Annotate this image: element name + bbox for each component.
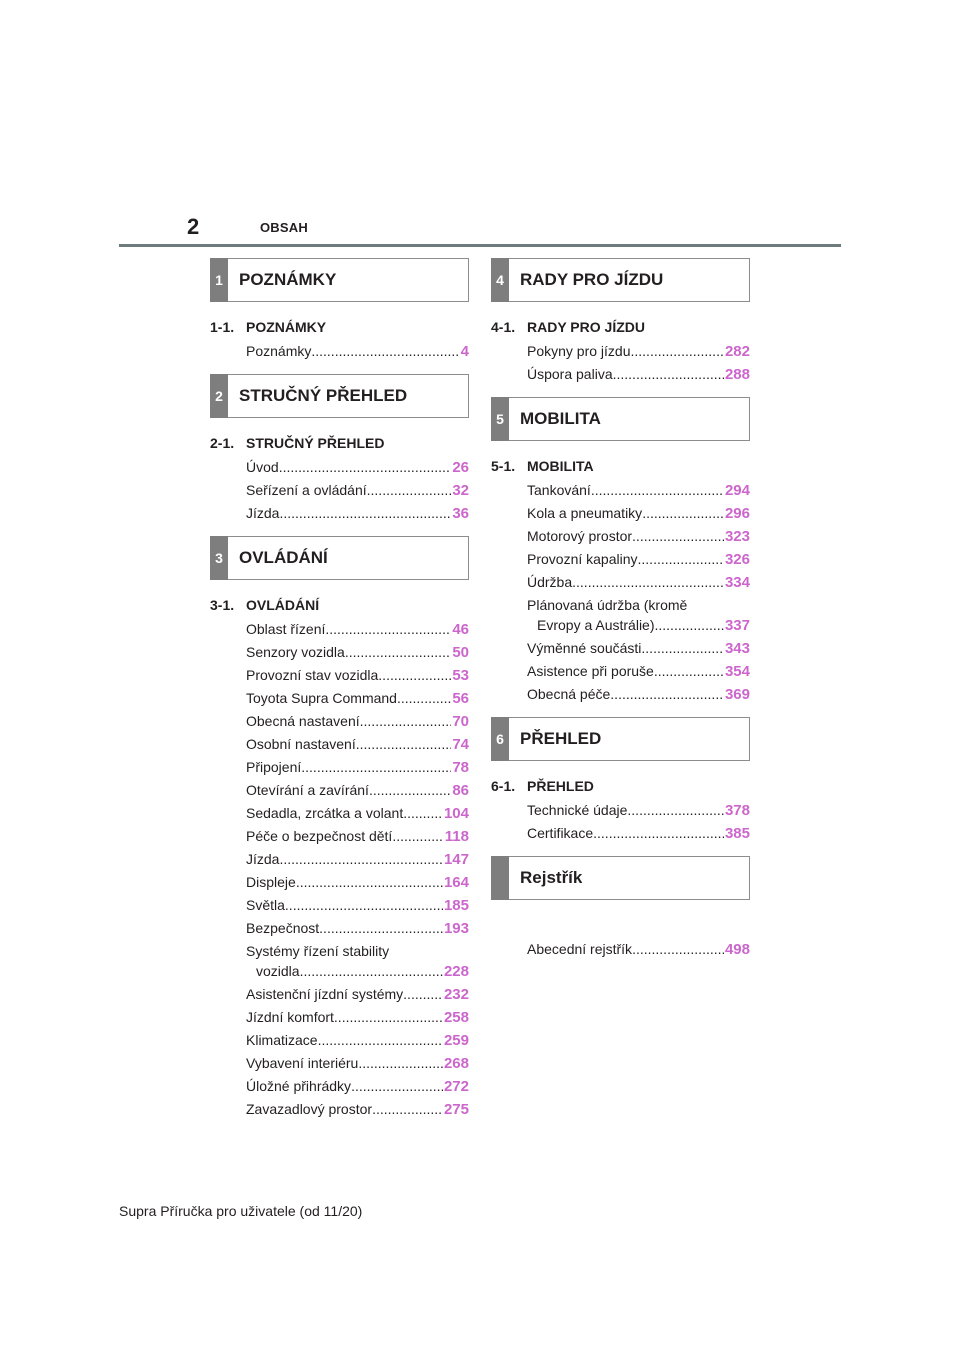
toc-entry-title: Jízda bbox=[246, 851, 280, 867]
toc-entry-title: Údržba bbox=[527, 574, 573, 590]
toc-entry-page: 378 bbox=[724, 802, 750, 819]
toc-entry-title: Tankování bbox=[527, 482, 591, 498]
subsection-title: POZNÁMKY bbox=[246, 319, 327, 335]
toc-entry-page: 275 bbox=[443, 1101, 469, 1118]
toc-entry-title: Provozní kapaliny bbox=[527, 551, 638, 567]
toc-entry-title: Seřízení a ovládání bbox=[246, 482, 367, 498]
leader-dots bbox=[358, 1055, 443, 1072]
toc-entry-page: 193 bbox=[443, 920, 469, 937]
leader-dots bbox=[367, 482, 452, 499]
toc-entry-title: Klimatizace bbox=[246, 1032, 318, 1048]
toc-entry-title: Světla bbox=[246, 897, 285, 913]
toc-entry[interactable] bbox=[246, 851, 469, 868]
toc-entry-page: 337 bbox=[724, 617, 750, 634]
toc-entry[interactable] bbox=[527, 640, 750, 657]
toc-entry[interactable] bbox=[527, 597, 750, 634]
toc-entry-page: 118 bbox=[444, 828, 469, 845]
subsection-heading bbox=[491, 458, 750, 475]
leader-dots bbox=[334, 1009, 443, 1026]
toc-entry-page: 185 bbox=[443, 897, 469, 914]
toc-entry-page: 50 bbox=[452, 644, 469, 661]
toc-entry[interactable] bbox=[246, 482, 469, 499]
toc-entry-page: 385 bbox=[724, 825, 750, 842]
toc-entry[interactable] bbox=[527, 663, 750, 680]
toc-entry-page: 86 bbox=[452, 782, 469, 799]
page-number: 2 bbox=[187, 214, 200, 239]
toc-entry-page: 354 bbox=[724, 663, 750, 680]
leader-dots bbox=[372, 1101, 443, 1118]
toc-entry-page: 294 bbox=[724, 482, 750, 499]
toc-entry-page: 232 bbox=[443, 986, 469, 1003]
section-header[interactable] bbox=[210, 536, 469, 580]
toc-entry-page: 258 bbox=[443, 1009, 469, 1026]
toc-entry-title: Úspora paliva bbox=[527, 366, 613, 382]
toc-entry-page: 164 bbox=[443, 874, 469, 891]
toc-entry-page: 323 bbox=[724, 528, 750, 545]
toc-entry[interactable] bbox=[246, 736, 469, 753]
leader-dots bbox=[279, 851, 443, 868]
toc-entry[interactable] bbox=[246, 874, 469, 891]
toc-entry-title: Vybavení interiéru bbox=[246, 1055, 359, 1071]
toc-entry-page: 296 bbox=[724, 505, 750, 522]
leader-dots bbox=[642, 505, 724, 522]
subsection-heading bbox=[210, 319, 469, 336]
toc-entry[interactable] bbox=[527, 505, 750, 522]
toc-entry-page: 78 bbox=[452, 759, 469, 776]
leader-dots bbox=[392, 828, 443, 845]
toc-entry-title: Provozní stav vozidla bbox=[246, 667, 379, 683]
subsection-title: PŘEHLED bbox=[527, 778, 594, 794]
toc-entry[interactable] bbox=[527, 366, 750, 383]
toc-entry[interactable] bbox=[246, 920, 469, 937]
toc-entry[interactable] bbox=[527, 941, 750, 958]
toc-entry-title: Sedadla, zrcátka a volant bbox=[246, 805, 404, 821]
toc-entry[interactable] bbox=[246, 782, 469, 799]
toc-entry-page: 53 bbox=[452, 667, 469, 684]
section-title: Rejstřík bbox=[520, 868, 583, 887]
toc-entry[interactable] bbox=[246, 621, 469, 638]
toc-entry-page: 369 bbox=[724, 686, 750, 703]
subsection-number: 3-1. bbox=[210, 597, 235, 613]
toc-entry[interactable] bbox=[246, 1101, 469, 1118]
section-header[interactable] bbox=[491, 397, 750, 441]
toc-right-column bbox=[491, 258, 750, 964]
leader-dots bbox=[654, 663, 724, 680]
toc-entry-title: Jízda bbox=[246, 505, 280, 521]
subsection-number: 4-1. bbox=[491, 319, 516, 335]
section-title: MOBILITA bbox=[520, 409, 601, 428]
section-tab-number: 1 bbox=[210, 258, 228, 302]
leader-dots bbox=[369, 782, 451, 799]
toc-entry[interactable] bbox=[527, 528, 750, 545]
toc-entry[interactable] bbox=[246, 1009, 469, 1026]
toc-entry[interactable] bbox=[246, 759, 469, 776]
leader-dots bbox=[572, 574, 724, 591]
toc-entry[interactable] bbox=[246, 897, 469, 914]
toc-entry[interactable] bbox=[527, 802, 750, 819]
toc-entry-title: Jízdní komfort bbox=[246, 1009, 334, 1025]
toc-entry-page: 498 bbox=[724, 941, 750, 958]
toc-entry-page: 282 bbox=[724, 343, 750, 360]
subsection-heading bbox=[491, 319, 750, 336]
subsection-number: 6-1. bbox=[491, 778, 516, 794]
section-title: PŘEHLED bbox=[520, 729, 602, 748]
subsection-title: MOBILITA bbox=[527, 458, 594, 474]
leader-dots bbox=[279, 459, 452, 476]
leader-dots bbox=[311, 343, 459, 360]
toc-entry-page: 104 bbox=[443, 805, 469, 822]
toc-entry-title: Poznámky bbox=[246, 343, 312, 359]
toc-entry[interactable] bbox=[246, 343, 469, 360]
toc-entry[interactable] bbox=[246, 805, 469, 822]
subsection-heading bbox=[210, 435, 469, 452]
toc-entry[interactable] bbox=[246, 1055, 469, 1072]
toc-entry-title: Plánovaná údržba (kromě bbox=[527, 597, 688, 613]
leader-dots bbox=[655, 617, 724, 634]
section-header[interactable] bbox=[210, 258, 469, 302]
section-header[interactable] bbox=[491, 717, 750, 761]
toc-entry-title: Abecední rejstřík bbox=[527, 941, 633, 957]
toc-entry-title: Výměnné součásti bbox=[527, 640, 642, 656]
toc-entry[interactable] bbox=[527, 574, 750, 591]
toc-entry[interactable] bbox=[246, 943, 469, 980]
toc-entry-title: Displeje bbox=[246, 874, 296, 890]
section-header[interactable] bbox=[491, 856, 750, 900]
toc-entry[interactable] bbox=[246, 459, 469, 476]
toc-entry-title: Úvod bbox=[246, 459, 279, 475]
toc-entry[interactable] bbox=[246, 690, 469, 707]
subsection-number: 1-1. bbox=[210, 319, 235, 335]
leader-dots bbox=[641, 640, 724, 657]
leader-dots bbox=[593, 825, 724, 842]
toc-entry[interactable] bbox=[246, 505, 469, 522]
toc-entry-page: 46 bbox=[452, 621, 469, 638]
toc-entry-page: 272 bbox=[443, 1078, 469, 1095]
leader-dots bbox=[360, 713, 452, 730]
toc-entry[interactable] bbox=[246, 1078, 469, 1095]
header-rule bbox=[119, 244, 841, 247]
section-title: STRUČNÝ PŘEHLED bbox=[239, 386, 408, 405]
subsection-title: OVLÁDÁNÍ bbox=[246, 597, 320, 613]
leader-dots bbox=[319, 920, 443, 937]
section-title: RADY PRO JÍZDU bbox=[520, 270, 664, 289]
header-title: OBSAH bbox=[260, 220, 308, 235]
toc-entry-page: 70 bbox=[452, 713, 469, 730]
leader-dots bbox=[351, 1078, 443, 1095]
subsection-title: RADY PRO JÍZDU bbox=[527, 319, 645, 335]
toc-entry-page: 26 bbox=[452, 459, 469, 476]
leader-dots bbox=[301, 759, 451, 776]
toc-entry[interactable] bbox=[527, 482, 750, 499]
leader-dots bbox=[591, 482, 724, 499]
toc-entry-title: Osobní nastavení bbox=[246, 736, 356, 752]
toc-entry[interactable] bbox=[527, 343, 750, 360]
leader-dots bbox=[638, 551, 724, 568]
leader-dots bbox=[300, 963, 443, 980]
leader-dots bbox=[631, 343, 724, 360]
leader-dots bbox=[345, 644, 451, 661]
toc-entry-title: Obecná péče bbox=[527, 686, 611, 702]
leader-dots bbox=[632, 941, 724, 958]
leader-dots bbox=[613, 366, 724, 383]
toc-left-column bbox=[210, 258, 469, 1124]
leader-dots bbox=[627, 802, 724, 819]
subsection-heading bbox=[210, 597, 469, 614]
toc-entry-title: Toyota Supra Command bbox=[246, 690, 397, 706]
toc-entry-page: 343 bbox=[724, 640, 750, 657]
toc-entry-title: Motorový prostor bbox=[527, 528, 633, 544]
toc-entry[interactable] bbox=[246, 667, 469, 684]
leader-dots bbox=[356, 736, 452, 753]
leader-dots bbox=[397, 690, 451, 707]
section-title: OVLÁDÁNÍ bbox=[239, 548, 328, 567]
toc-entry-title: Otevírání a zavírání bbox=[246, 782, 369, 798]
section-tab-number: 2 bbox=[210, 374, 228, 418]
toc-entry[interactable] bbox=[246, 986, 469, 1003]
toc-entry-title: Péče o bezpečnost dětí bbox=[246, 828, 393, 844]
toc-entry-title-continued: vozidla bbox=[256, 963, 300, 979]
subsection-number: 2-1. bbox=[210, 435, 235, 451]
toc-entry[interactable] bbox=[527, 825, 750, 842]
toc-entry-page: 147 bbox=[443, 851, 469, 868]
section-tab-number bbox=[491, 856, 509, 900]
subsection-title: STRUČNÝ PŘEHLED bbox=[246, 435, 385, 451]
toc-entry-page: 228 bbox=[443, 963, 469, 980]
subsection-number: 5-1. bbox=[491, 458, 516, 474]
toc-entry[interactable] bbox=[246, 828, 469, 845]
toc-entry-title: Certifikace bbox=[527, 825, 594, 841]
leader-dots bbox=[279, 505, 451, 522]
toc-entry-title: Připojení bbox=[246, 759, 302, 775]
toc-entry-title: Senzory vozidla bbox=[246, 644, 345, 660]
footer-text: Supra Příručka pro uživatele (od 11/20) bbox=[119, 1203, 363, 1219]
section-tab-number: 4 bbox=[491, 258, 509, 302]
toc-entry-title: Zavazadlový prostor bbox=[246, 1101, 373, 1117]
leader-dots bbox=[632, 528, 724, 545]
section-header[interactable] bbox=[491, 258, 750, 302]
leader-dots bbox=[403, 805, 443, 822]
toc-entry-page: 56 bbox=[452, 690, 469, 707]
toc-entry-page: 74 bbox=[452, 736, 469, 753]
section-tab-number: 6 bbox=[491, 717, 509, 761]
toc-entry-page: 4 bbox=[460, 343, 469, 360]
toc-entry[interactable] bbox=[246, 713, 469, 730]
section-title: POZNÁMKY bbox=[239, 270, 337, 289]
leader-dots bbox=[285, 897, 443, 914]
toc-entry-title: Asistence při poruše bbox=[527, 663, 654, 679]
toc-entry-title: Kola a pneumatiky bbox=[527, 505, 643, 521]
toc-entry-page: 36 bbox=[452, 505, 469, 522]
toc-entry-title-continued: Evropy a Austrálie) bbox=[537, 617, 655, 633]
toc-entry[interactable] bbox=[527, 551, 750, 568]
toc-entry-title: Úložné přihrádky bbox=[246, 1078, 352, 1094]
toc-entry-page: 288 bbox=[724, 366, 750, 383]
toc-entry-title: Systémy řízení stability bbox=[246, 943, 390, 959]
toc-entry-page: 259 bbox=[443, 1032, 469, 1049]
toc-entry[interactable] bbox=[246, 644, 469, 661]
section-tab-number: 3 bbox=[210, 536, 228, 580]
toc-entry-title: Bezpečnost bbox=[246, 920, 320, 936]
toc-entry[interactable] bbox=[527, 686, 750, 703]
toc-entry-page: 268 bbox=[443, 1055, 469, 1072]
toc-entry-title: Asistenční jízdní systémy bbox=[246, 986, 404, 1002]
toc-entry-title: Pokyny pro jízdu bbox=[527, 343, 631, 359]
leader-dots bbox=[318, 1032, 443, 1049]
toc-entry-page: 32 bbox=[452, 482, 469, 499]
toc-entry[interactable] bbox=[246, 1032, 469, 1049]
toc-entry-page: 326 bbox=[724, 551, 750, 568]
leader-dots bbox=[378, 667, 451, 684]
leader-dots bbox=[296, 874, 443, 891]
toc-entry-title: Obecná nastavení bbox=[246, 713, 360, 729]
subsection-heading bbox=[491, 778, 750, 795]
toc-entry-page: 334 bbox=[724, 574, 750, 591]
section-header[interactable] bbox=[210, 374, 469, 418]
toc-entry-title: Technické údaje bbox=[527, 802, 628, 818]
leader-dots bbox=[610, 686, 724, 703]
leader-dots bbox=[325, 621, 451, 638]
leader-dots bbox=[403, 986, 443, 1003]
section-tab-number: 5 bbox=[491, 397, 509, 441]
toc-entry-title: Oblast řízení bbox=[246, 621, 326, 637]
